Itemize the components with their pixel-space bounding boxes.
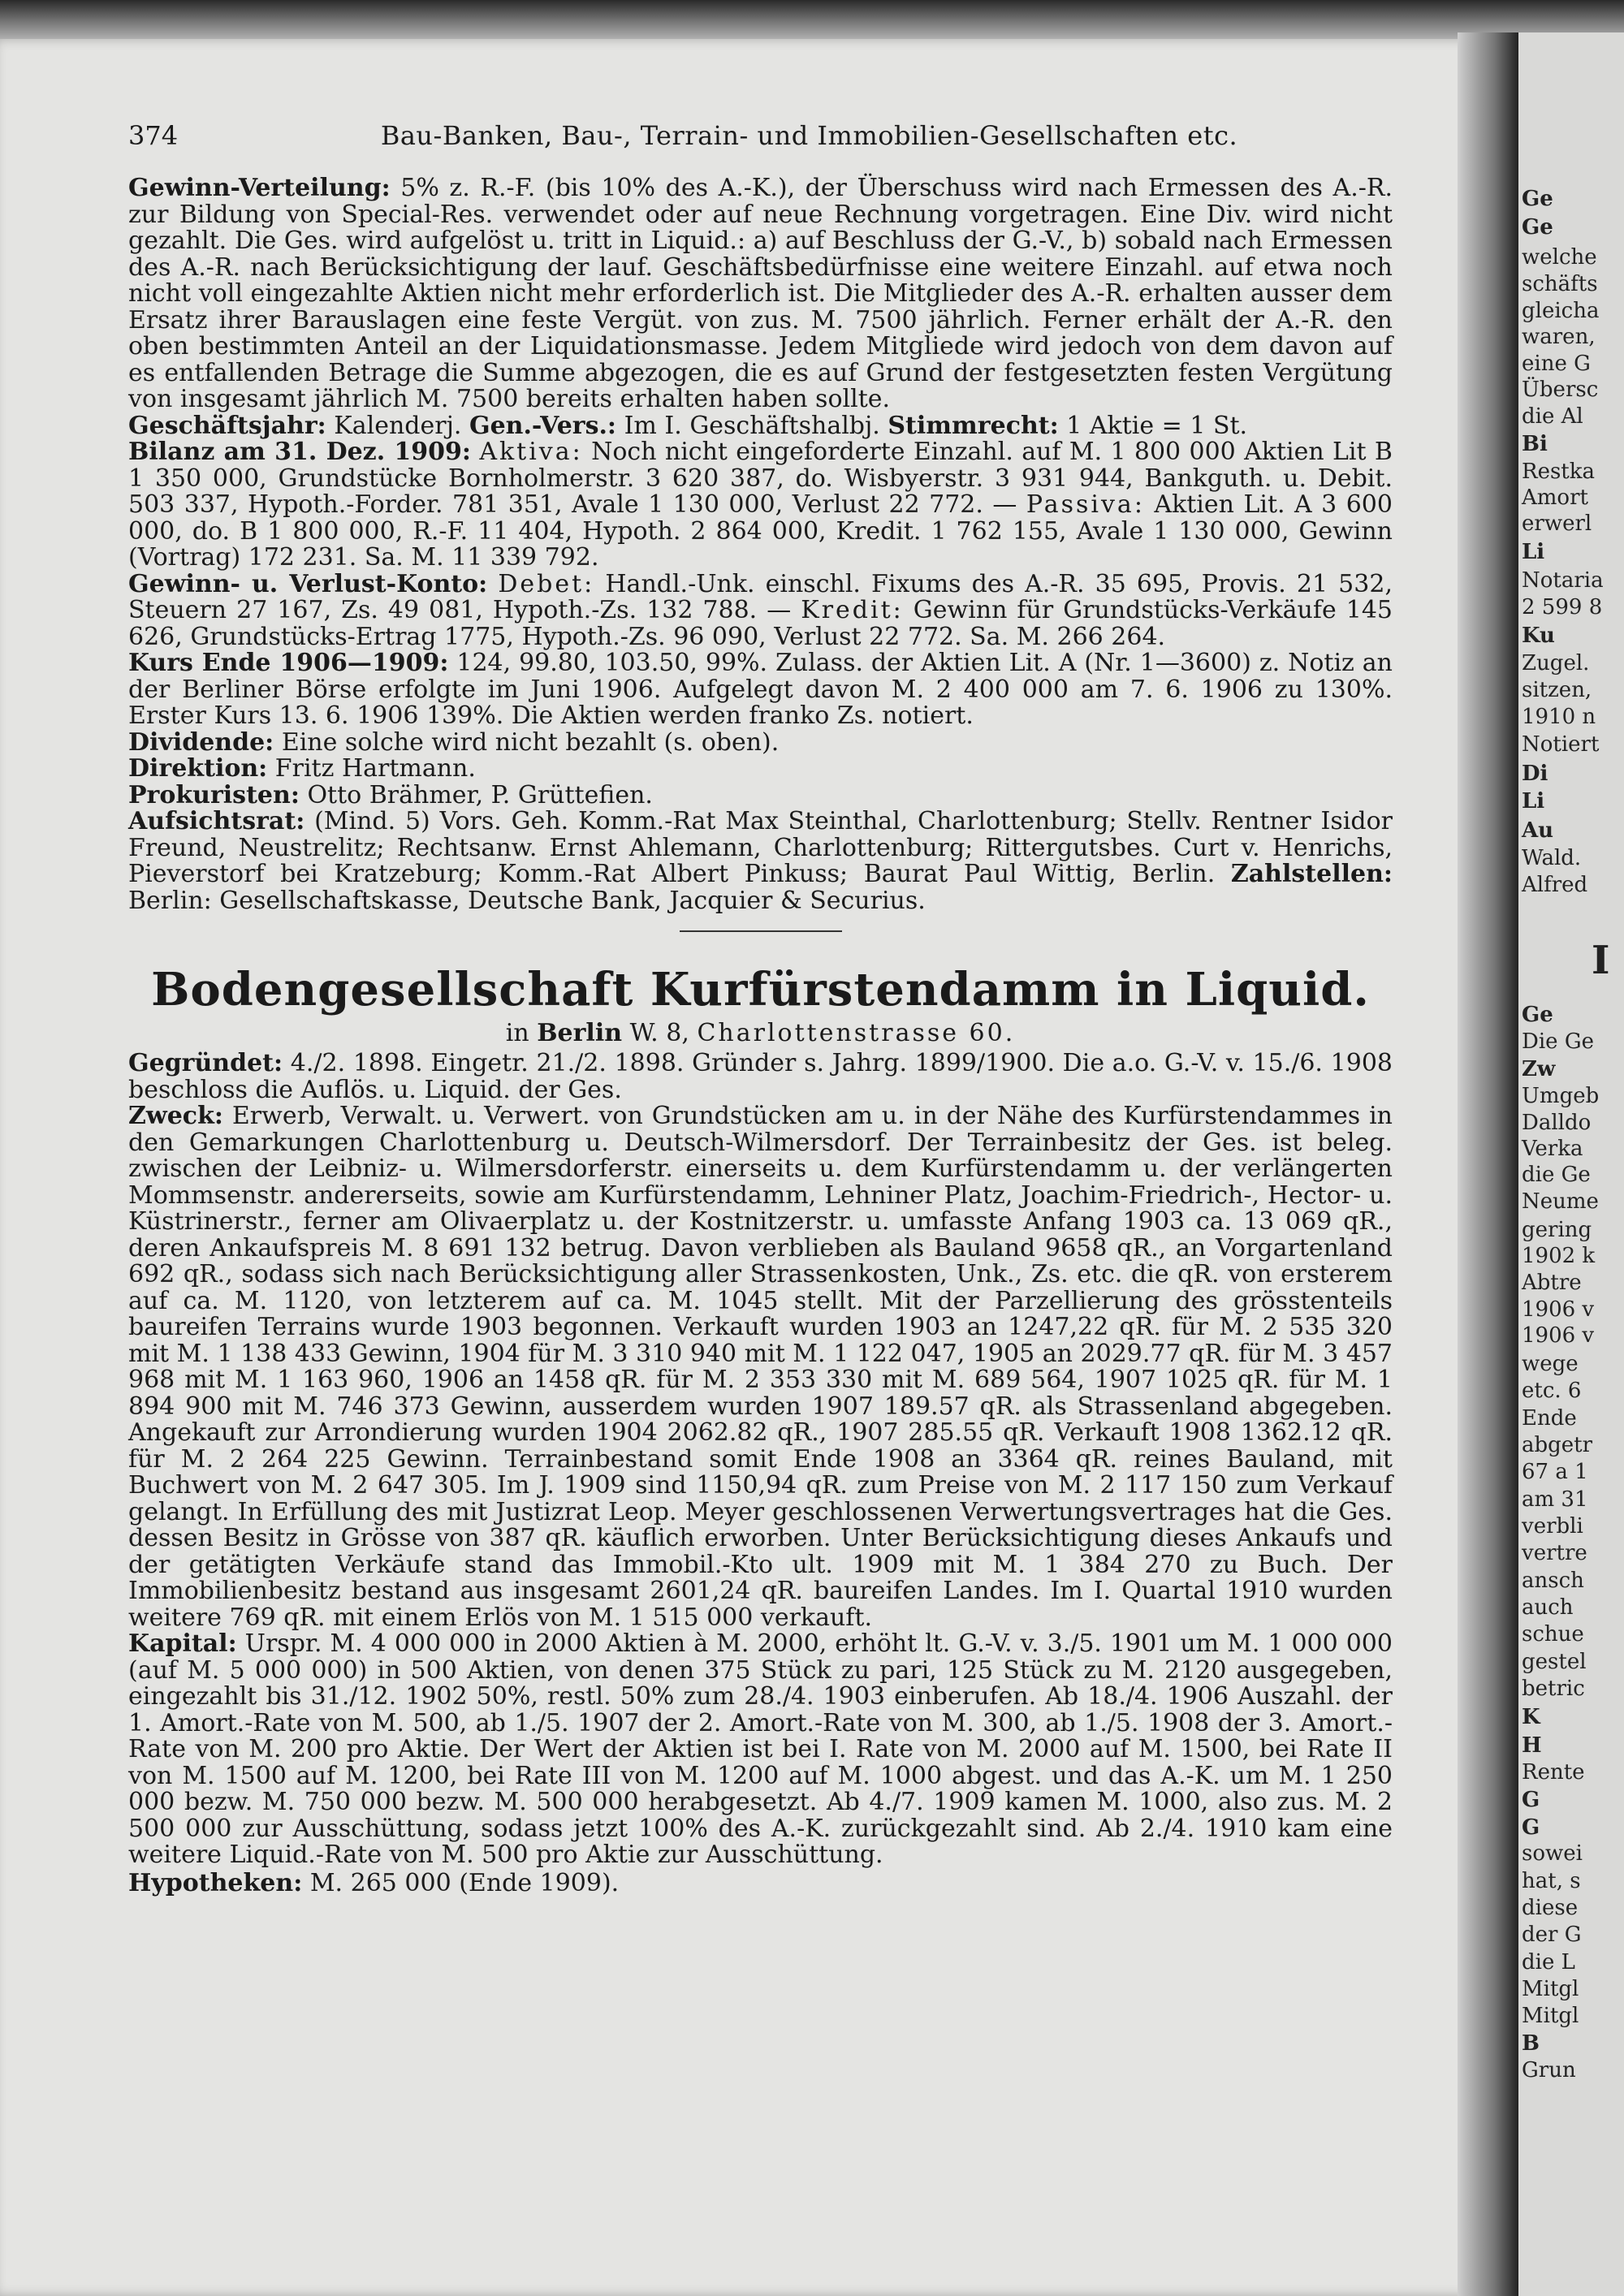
adjacent-page-text: die Ge [1522,1163,1591,1187]
field-label: Hypotheken: [128,1868,303,1897]
field-text: Im I. Geschäftshalbj. [624,411,880,440]
adjacent-page-text: Li [1522,789,1545,814]
field-text: Kalenderj. [334,411,462,440]
adjacent-page-text: der G [1522,1923,1582,1947]
adjacent-page-text: Mitgl [1522,2004,1579,2028]
field-text: Gewinn für Grundstücks-Verkäufe 145 626, Grundstücks-Ertrag 1775, Hypoth.-Zs. 96 090, Verlust 22 772. Sa. M. 266 264. [128,596,1393,651]
debet-word: Debet: [498,569,595,598]
adjacent-page-text: ansch [1522,1569,1584,1593]
book-gutter-shadow [1458,32,1518,2296]
adjacent-page-text: Notiert [1522,732,1600,757]
prev-geschaeftsjahr-line [128,413,1393,440]
field-text: Erwerb, Verwalt. u. Verwert. von Grundstücken am u. in der Nähe des Kurfürstendammes in den Gemarkungen Charlottenburg u. Deutsch-Wilmersdorf. Der Terrainbesitz der Ges. ist beleg. zwischen der Leibniz- u. Wilmersdorferstr. einerseits u. dem Kurfürstendamm u. der verlängerten Mommsenstr. andererseits, sowie am Kurfürstendamm, Lehniner Platz, Joachim-Friedrich-, Hector- u. Küstrinerstr., ferner am Olivaerplatz u. der Kostnitzerstr. u. umfasste Anfang 1903 ca. 13 069 qR., deren Ankaufspreis M. 8 691 132 betrug. Davon verblieben als Bauland 9658 qR., an Vorgartenland 692 qR., sodass sich nach Berücksichtigung aller Strassenkosten, Unk., Zs. etc. die qR. von ersterem auf ca. M. 1120, von letzterem auf ca. M. 1045 stellt. Mit der Parzellierung des grösstenteils baureifen Terrains wurde 1903 begonnen. Verkauft wurden 1903 an 1247,22 qR. für M. 2 535 320 mit M. 1 138 433 Gewinn, 1904 für M. 3 310 940 mit M. 1 122 047, 1905 an 2029.77 qR. für M. 3 457 968 mit M. 1 163 960, 1906 an 1458 qR. für M. 2 353 330 mit M. 689 564, 1907 1025 qR. für M. 1 894 900 mit M. 746 373 Gewinn, ausserdem wurden 1907 189.57 qR. als Strassenland abgegeben. Angekauft zur Arrondierung wurden 1904 2062.82 qR., 1907 285.55 qR. Verkauft 1908 1362.12 qR. für M. 2 264 225 Gewinn. Terrainbestand somit Ende 1908 an 3364 qR. reines Bauland, mit Buchwert von M. 2 647 305. Im J. 1909 sind 1150,94 qR. zum Preise von M. 2 117 150 zum Verkauf gelangt. In Erfüllung des mit Justizrat Leop. Meyer geschlossenen Verwertungsvertrages hat die Ges. dessen Besitz in Grösse von 387 qR. käuflich erworben. Unter Berücksichtigung dieses Ankaufs und der getätigten Verkäufe stand das Immobil.-Kto ult. 1909 mit M. 1 384 270 zu Buch. Der Immobilienbesitz bestand aus insgesamt 2601,24 qR. baureifen Landes. Im I. Quartal 1910 wurden weitere 769 qR. mit einem Erlös von M. 1 515 000 verkauft. [128,1102,1393,1632]
adjacent-page-text: erwerl [1522,511,1592,536]
adjacent-page-text: eine G [1522,352,1591,376]
adjacent-page-text: etc. 6 [1522,1379,1582,1403]
field-label: Gewinn-Verteilung: [128,174,391,202]
adjacent-page-text: G [1522,1788,1540,1812]
running-header [128,120,1393,151]
adjacent-page-text: Di [1522,762,1548,786]
field-label: Bilanz am 31. Dez. 1909: [128,438,471,466]
adjacent-page-fragment [1518,32,1624,2296]
adjacent-page-text: gering [1522,1218,1592,1242]
field-text: 124, 99.80, 103.50, 99%. Zulass. der Aktien Lit. A (Nr. 1—3600) z. Notiz an der Berliner Börse erfolgte im Juni 1906. Aufgelegt davon M. 2 400 000 am 7. 6. 1906 zu 130%. Erster Kurs 13. 6. 1906 139%. Die Aktien werden franko Zs. notiert. [128,649,1393,730]
field-label: Zweck: [128,1102,223,1130]
adjacent-page-text: Umgeb [1522,1084,1600,1108]
field-label: Kapital: [128,1629,237,1658]
prev-kurs [128,650,1393,730]
field-text: Berlin: Gesellschaftskasse, Deutsche Bank, Jacquier & Securius. [128,886,926,915]
adjacent-page-text: 1902 k [1522,1244,1596,1268]
adjacent-page-text: Verka [1522,1137,1583,1161]
book-page [0,39,1512,2296]
prev-aufsichtsrat [128,809,1393,914]
adjacent-page-text: 1906 v [1522,1323,1595,1348]
entry-kapital [128,1631,1393,1869]
adjacent-page-text: Zugel. [1522,651,1590,675]
adjacent-page-text: 1910 n [1522,705,1596,729]
adjacent-page-text: Notaria [1522,568,1604,593]
adjacent-page-text: K [1522,1705,1540,1729]
adjacent-page-text: B [1522,2031,1540,2056]
adjacent-page-text: Amort [1522,486,1588,510]
adjacent-page-text: Grun [1522,2058,1576,2082]
prev-prokuristen [128,780,1393,809]
field-text: M. 265 000 (Ende 1909). [309,1868,620,1897]
running-title: Bau-Banken, Bau-, Terrain- und Immobilien-Gesellschaften etc. [380,120,1238,151]
field-text: 5% z. R.-F. (bis 10% des A.-K.), der Überschuss wird nach Ermessen des A.-R. zur Bildung von Special-Res. verwendet oder auf neue Rechnung vorgetragen. Eine Div. wird nicht gezahlt. Die Ges. wird aufgelöst u. tritt in Liquid.: a) auf Beschluss der G.-V., b) sobald nach Ermessen des A.-R. nach Berücksichtigung der lauf. Geschäftsbedürfnisse eine weitere Einzahl. auf etwa noch nicht voll eingezahlte Aktien nicht mehr erforderlich ist. Die Mitglieder des A.-R. erhalten ausser dem Ersatz ihrer Barauslagen eine feste Vergüt. von zus. M. 7500 jährlich. Ferner erhält der A.-R. den oben bestimmten Anteil an der Liquidationsmasse. Jedem Mitgliede wird jedoch von dem davon auf es entfallenden Betrage die Summe abgezogen, die es auf Grund der festgesetzten festen Vergütung von insgesamt jährlich M. 7500 bereits erhalten haben sollte. [128,174,1393,413]
page-content [128,120,1393,1897]
field-label: Prokuristen: [128,780,300,809]
adjacent-page-text: verbli [1522,1514,1583,1539]
field-label: Gegründet: [128,1049,283,1077]
field-text: Handl.-Unk. einschl. Fixums des A.-R. 35 695, Provis. 21 532, Steuern 27 167, Zs. 49 081, Hypoth.-Zs. 132 788. — [128,569,1393,624]
adjacent-page-text: Ge [1522,1003,1553,1027]
field-text: Aktien Lit. A 3 600 000, do. B 1 800 000, R.-F. 11 404, Hypoth. 2 864 000, Kredit. 1 762 155, Avale 1 130 000, Gewinn (Vortrag) 172 231. Sa. M. 11 339 792. [128,490,1393,572]
adjacent-page-text: Neume [1522,1189,1599,1214]
adjacent-page-text: auch [1522,1595,1574,1620]
adjacent-page-text: vertre [1522,1541,1587,1565]
adjacent-page-text: Rente [1522,1760,1585,1785]
address-prefix: in [505,1019,529,1047]
entry-title: Bodengesellschaft Kurfürstendamm in Liquid. [151,963,1370,1016]
field-text: Urspr. M. 4 000 000 in 2000 Aktien à M. 2000, erhöht lt. G.-V. v. 3./5. 1901 um M. 1 000 000 (auf M. 5 000 000) in 500 Aktien, von denen 375 Stück zu pari, 125 Stück zu M. 2120 ausgegeben, eingezahlt bis 31./12. 1902 50%, restl. 50% zum 28./4. 1903 einberufen. Ab 18./4. 1906 Auszahl. der 1. Amort.-Rate von M. 500, ab 1./5. 1907 der 2. Amort.-Rate von M. 300, ab 1./5. 1908 der 3. Amort.-Rate von M. 200 pro Aktie. Der Wert der Aktien ist bei I. Rate von M. 2000 auf M. 1500, bei Rate II von M. 1500 auf M. 1200, bei Rate III von M. 1200 auf M. 1000 abgest. und das A.-K. um M. 1 250 000 bezw. M. 750 000 bezw. M. 500 000 herabgesetzt. Ab 4./7. 1909 kamen M. 1000, also zus. M. 2 500 000 zur Ausschüttung, sodass jetzt 100% des A.-K. zurückgezahlt sind. Ab 2./4. 1910 kam eine weitere Liquid.-Rate von M. 500 pro Aktie zur Ausschüttung. [128,1629,1393,1869]
adjacent-page-text: Bi [1522,432,1548,456]
adjacent-page-text: Übersc [1522,378,1599,402]
passiva-word: Passiva: [1026,490,1145,519]
adjacent-page-text: betric [1522,1677,1585,1701]
adjacent-page-text: Ge [1522,215,1553,240]
address-city: Berlin [537,1019,623,1047]
aktiva-word: Aktiva: [479,438,583,466]
adjacent-page-text: Zw [1522,1057,1556,1081]
field-text: Eine solche wird nicht bezahlt (s. oben). [281,727,780,757]
field-text: (Mind. 5) Vors. Geh. Komm.-Rat Max Steinthal, Charlottenburg; Stellv. Rentner Isidor Freund, Neustrelitz; Rechtsanw. Ernst Ahlemann, Charlottenburg; Rittergutsbes. Curt v. Henrichs, Pieverstorf bei Kratzeburg; Komm.-Rat Albert Pinkuss; Baurat Paul Wittig, Berlin. [128,807,1393,888]
address-street: Charlottenstrasse 60. [697,1019,1016,1047]
field-label: Aufsichtsrat: [128,807,305,835]
adjacent-page-text: schue [1522,1622,1584,1646]
adjacent-page-text: gestel [1522,1650,1587,1674]
field-label: Direktion: [128,754,268,783]
adjacent-page-text: Ge [1522,187,1553,211]
field-text: Noch nicht eingeforderte Einzahl. auf M. 1 800 000 Aktien Lit B 1 350 000, Grundstücke Bornholmerstr. 3 620 387, do. Wisbyerstr. 3 931 944, Bankguth. u. Debit. 503 337, Hypoth.-Forder. 781 351, Avale 1 130 000, Verlust 22 772. — [128,438,1393,519]
adjacent-page-text: 2 599 8 [1522,595,1603,619]
entry-address [128,1020,1393,1047]
adjacent-page-text: waren, [1522,325,1596,349]
adjacent-page-text: Mitgl [1522,1977,1579,2001]
adjacent-page-text: Die Ge [1522,1029,1594,1054]
adjacent-page-text: Alfred [1522,873,1588,897]
adjacent-page-text: sowei [1522,1841,1583,1866]
adjacent-page-text: sitzen, [1522,678,1592,702]
prev-gewinn-verlust-konto [128,569,1393,651]
field-label: Geschäftsjahr: [128,411,326,440]
entry-zweck [128,1103,1393,1631]
field-text: 1 Aktie = 1 St. [1066,411,1248,440]
field-text: Fritz Hartmann. [274,754,476,783]
adjacent-page-text: welche [1522,245,1597,270]
address-district: W. 8, [629,1019,689,1047]
field-label: Stimmrecht: [888,411,1059,440]
adjacent-page-text: Au [1522,818,1554,843]
adjacent-page-text: gleicha [1522,299,1600,323]
section-divider [680,930,842,932]
kredit-word: Kredit: [801,596,904,624]
adjacent-page-text: Ku [1522,624,1555,648]
field-label: Dividende: [128,727,274,757]
field-text: 4./2. 1898. Eingetr. 21./2. 1898. Gründer s. Jahrg. 1899/1900. Die a.o. G.-V. v. 15./6. 1908 beschloss die Auflös. u. Liquid. der Ges. [128,1049,1393,1104]
adjacent-page-text: I [1592,938,1610,983]
adjacent-page-text: die L [1522,1950,1575,1974]
field-text: Otto Brähmer, P. Grüttefien. [307,780,653,809]
adjacent-page-text: Li [1522,540,1545,564]
adjacent-page-text: H [1522,1733,1542,1758]
field-label: Gen.-Vers.: [469,411,617,440]
prev-direktion [128,756,1393,783]
adjacent-page-text: 67 a 1 [1522,1460,1588,1484]
adjacent-page-text: G [1522,1815,1540,1840]
adjacent-page-text: diese [1522,1896,1579,1920]
field-label: Gewinn- u. Verlust-Konto: [128,569,488,598]
adjacent-page-text: Ende [1522,1406,1577,1431]
adjacent-page-text: Wald. [1522,846,1582,870]
entry-hypotheken [128,1868,1393,1897]
field-label: Kurs Ende 1906—1909: [128,649,449,677]
prev-dividende [128,727,1393,757]
adjacent-page-text: Dalldo [1522,1111,1592,1135]
field-label: Zahlstellen: [1230,860,1393,888]
adjacent-page-text: 1906 v [1522,1297,1595,1322]
adjacent-page-text: abgetr [1522,1433,1593,1457]
prev-bilanz [128,439,1393,572]
adjacent-page-text: Abtre [1522,1271,1582,1295]
entry-gegruendet [128,1051,1393,1103]
adjacent-page-text: wege [1522,1352,1579,1376]
adjacent-page-text: am 31 [1522,1487,1588,1512]
adjacent-page-text: Restka [1522,460,1596,484]
adjacent-page-text: schäfts [1522,272,1598,296]
page-number: 374 [128,120,179,151]
adjacent-page-text: die Al [1522,404,1583,429]
adjacent-page-text: hat, s [1522,1869,1581,1893]
prev-gewinn-verteilung [128,175,1393,413]
